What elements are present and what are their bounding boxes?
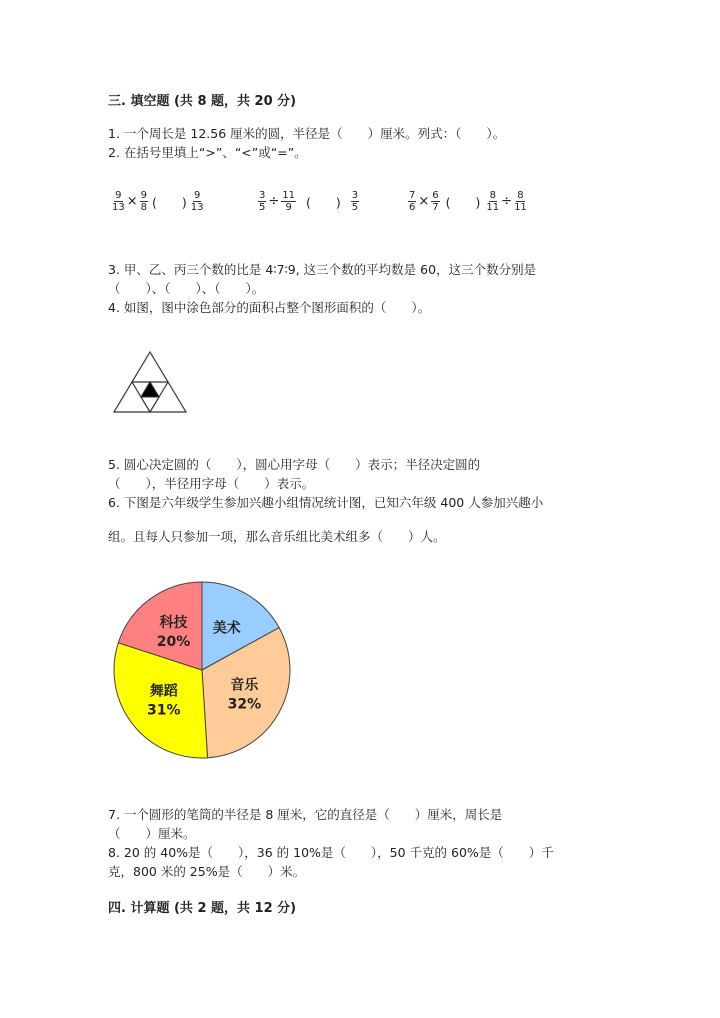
fraction: $\frac{9}{8}$ — [140, 190, 148, 213]
pie-label-2: 舞蹈 — [149, 683, 178, 700]
shaded-triangle — [141, 382, 159, 397]
question-5-line-2: （ ），半径用字母（ ）表示。 — [108, 476, 315, 491]
fraction: $\frac{6}{7}$ — [432, 190, 439, 213]
fraction: $\frac{3}{5}$ — [259, 190, 266, 213]
question-2: 2. 在括号里填上“>”、“<”或“=”。 — [108, 145, 307, 160]
question-3-line-2: （ ）、（ ）、（ ）。 — [108, 281, 265, 296]
pie-label-1: 音乐 — [230, 677, 259, 694]
pie-chart — [100, 570, 300, 770]
section-4-title: 四. 计算题 (共 2 题，共 12 分) — [108, 901, 297, 916]
pie-label-3: 科技 — [159, 614, 188, 631]
fraction: $\frac{8}{11}$ — [486, 190, 500, 213]
section-3-title: 三. 填空题 (共 8 题，共 20 分) — [108, 94, 297, 109]
question-6-line-2: 组。且每人只参加一项，那么音乐组比美术组多（ ）人。 — [108, 529, 446, 544]
fraction: $\frac{3}{5}$ — [351, 190, 359, 213]
question-6-line-1: 6. 下图是六年级学生参加兴趣小组情况统计图，已知六年级 400 人参加兴趣小 — [108, 495, 544, 510]
pie-percent-3: 20% — [156, 633, 191, 650]
fraction: $\frac{8}{11}$ — [514, 190, 527, 213]
question-4: 4. 如图，图中涂色部分的面积占整个图形面积的（ ）。 — [108, 300, 431, 315]
triangle-figure — [112, 350, 188, 414]
fraction: $\frac{9}{13}$ — [112, 190, 125, 213]
question-7-line-1: 7. 一个圆形的笔筒的半径是 8 厘米，它的直径是（ ）厘米，周长是 — [108, 807, 503, 822]
q2-expression-3: $\frac{7}{6}$ × $\frac{6}{7}$ ( ) $\frac{8}{11}$ ÷ $\frac{8}{11}$ — [409, 190, 527, 213]
question-1: 1. 一个周长是 12.56 厘米的圆，半径是（ ）厘米。列式：（ ）。 — [108, 126, 506, 141]
small-triangle-lines — [141, 397, 159, 412]
pie-percent-1: 32% — [227, 696, 262, 713]
pie-label-0: 美术 — [212, 620, 241, 637]
question-5-line-1: 5. 圆心决定圆的（ ），圆心用字母（ ）表示；半径决定圆的 — [108, 457, 481, 472]
question-8-line-1: 8. 20 的 40%是（ ），36 的 10%是（ ），50 千克的 60%是（ ）千 — [108, 845, 554, 860]
q2-expression-2: $\frac{3}{5}$ ÷ $\frac{11}{9}$ ( ) $\frac{3}{5}$ — [259, 190, 359, 213]
question-7-line-2: （ ）厘米。 — [108, 826, 196, 841]
fraction: $\frac{11}{9}$ — [282, 190, 296, 213]
q2-expression-1: $\frac{9}{13}$ × $\frac{9}{8}$ ( ) $\frac{9}{13}$ — [112, 190, 204, 213]
fraction: $\frac{7}{6}$ — [409, 190, 416, 213]
fraction: $\frac{9}{13}$ — [190, 190, 204, 213]
pie-percent-2: 31% — [146, 702, 181, 719]
question-3-line-1: 3. 甲、乙、丙三个数的比是 4∶7∶9, 这三个数的平均数是 60，这三个数分别是 — [108, 262, 537, 277]
question-8-line-2: 克，800 米的 25%是（ ）米。 — [108, 864, 306, 879]
